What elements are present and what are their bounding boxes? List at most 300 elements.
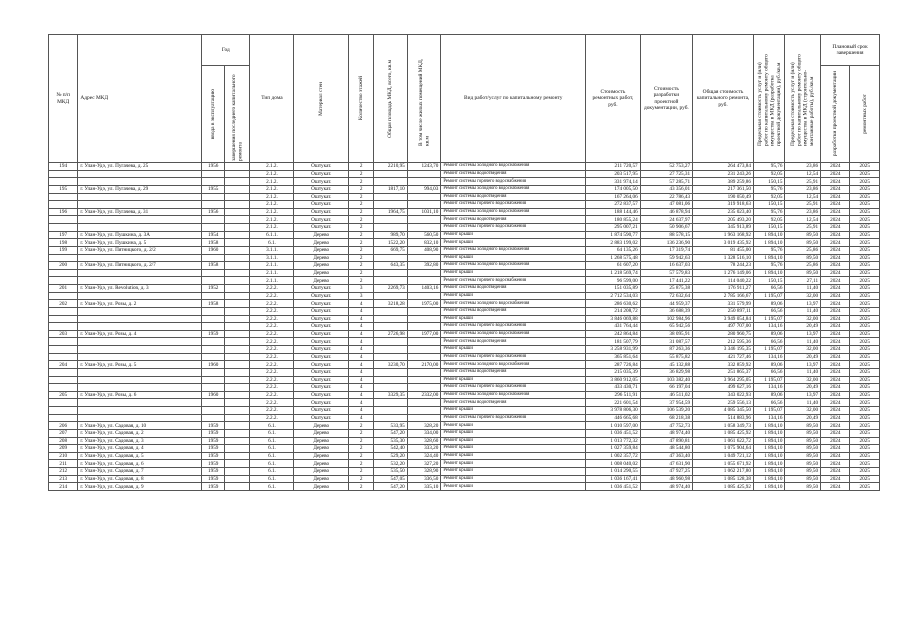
cell-num: 197 <box>49 231 78 239</box>
cell-la: 327,20 <box>407 460 441 468</box>
header-year-built: ввода в эксплуатацию <box>202 66 225 163</box>
cell-addr: г. Улан-Удэ, ул. Садовая, д. 5 <box>78 452 202 460</box>
cell-u2: 20,49 <box>785 323 821 331</box>
cell-type: 2.1.2. <box>250 201 294 209</box>
cell-yo <box>225 285 250 293</box>
cell-mat: Дерево <box>294 460 349 468</box>
cell-tc: 264 473,84 <box>693 163 754 171</box>
cell-yb: 1959 <box>202 422 225 430</box>
table-row <box>49 201 880 209</box>
cell-dc: 66 197,04 <box>640 384 692 392</box>
table-row <box>49 216 880 224</box>
cell-yo <box>225 201 250 209</box>
cell-u2: 25,91 <box>785 201 821 209</box>
table-row <box>49 269 880 277</box>
cell-dc: 46 878,94 <box>640 208 692 216</box>
cell-ta: 529,20 <box>374 452 408 460</box>
cell-yb: 1958 <box>202 239 225 247</box>
cell-mat: Дерево <box>294 475 349 483</box>
cell-rc: 203 517,95 <box>586 170 641 178</box>
cell-la: 994,03 <box>407 185 441 193</box>
cell-tc: 345 913,89 <box>693 224 754 232</box>
table-row <box>49 300 880 308</box>
cell-u2: 89,50 <box>785 437 821 445</box>
table-row <box>49 178 880 186</box>
cell-addr: г. Улан-Удэ, ул. Садовая, д. 10 <box>78 422 202 430</box>
cell-ta: 547,05 <box>374 475 408 483</box>
cell-p1: 2024 <box>821 246 850 254</box>
cell-mat: Оштукат. <box>294 292 349 300</box>
cell-fl: 4 <box>349 300 374 308</box>
cell-fl: 2 <box>349 422 374 430</box>
cell-p2: 2025 <box>850 368 880 376</box>
cell-u1: 1 894,10 <box>753 239 784 247</box>
cell-rc: 96 599,00 <box>586 277 641 285</box>
cell-addr: г. Улан-Удэ, ул. Садовая, д. 8 <box>78 475 202 483</box>
cell-num <box>49 292 78 300</box>
cell-la: 334,00 <box>407 429 441 437</box>
cell-yo <box>225 368 250 376</box>
header-planned-period: Плановый срок завершения <box>821 35 880 66</box>
cell-p2: 2025 <box>850 338 880 346</box>
cell-mat: Дерево <box>294 437 349 445</box>
cell-yo <box>225 391 250 399</box>
cell-p2: 2025 <box>850 445 880 453</box>
cell-dc: 57 285,71 <box>640 178 692 186</box>
cell-addr <box>78 346 202 354</box>
cell-work: Ремонт системы холодного водоснабжения <box>441 262 586 270</box>
cell-num <box>49 254 78 262</box>
cell-p1: 2024 <box>821 231 850 239</box>
cell-fl: 2 <box>349 262 374 270</box>
cell-fl: 4 <box>349 368 374 376</box>
cell-mat: Оштукат. <box>294 407 349 415</box>
cell-p1: 2024 <box>821 483 850 491</box>
table-row <box>49 231 880 239</box>
cell-tc: 1 085 425,92 <box>693 429 754 437</box>
cell-work: Ремонт системы холодного водоснабжения <box>441 246 586 254</box>
cell-rc: 3 860 912,05 <box>586 376 641 384</box>
cell-tc: 250 897,11 <box>693 307 754 315</box>
cell-addr: г. Улан-Удэ, ул. Садовая, д. 4 <box>78 445 202 453</box>
cell-fl: 4 <box>349 407 374 415</box>
cell-addr: г. Улан-Удэ, ул. Пугачева, д. 29 <box>78 185 202 193</box>
cell-dc: 44 959,37 <box>640 300 692 308</box>
cell-rc: 431 764,44 <box>586 323 641 331</box>
cell-work: Ремонт крыши <box>441 483 586 491</box>
cell-yb: 1956 <box>202 208 225 216</box>
cell-rc: 214 208,72 <box>586 307 641 315</box>
cell-num <box>49 224 78 232</box>
cell-type: 2.2.2. <box>250 338 294 346</box>
cell-u1: 134,16 <box>753 384 784 392</box>
cell-yb <box>202 384 225 392</box>
cell-yo <box>225 231 250 239</box>
cell-u1: 1 894,10 <box>753 468 784 476</box>
table-row <box>49 475 880 483</box>
cell-work: Ремонт системы холодного водоснабжения <box>441 163 586 171</box>
cell-p2: 2025 <box>850 254 880 262</box>
table-row <box>49 414 880 422</box>
header-work-type: Вид работ/услуг по капитальному ремонту <box>441 35 586 163</box>
cell-fl: 4 <box>349 384 374 392</box>
header-design-cost: Стоимость разработки проектной документации, руб. <box>640 35 692 163</box>
cell-la <box>407 254 441 262</box>
cell-ta <box>374 269 408 277</box>
cell-p1: 2024 <box>821 346 850 354</box>
cell-work: Ремонт системы водоотведения <box>441 338 586 346</box>
cell-ta <box>374 170 408 178</box>
cell-fl: 4 <box>349 399 374 407</box>
cell-rc: 180 855,24 <box>586 216 641 224</box>
cell-dc: 136 236,90 <box>640 239 692 247</box>
cell-p2: 2025 <box>850 300 880 308</box>
cell-yb <box>202 399 225 407</box>
cell-tc: 2 785 166,67 <box>693 292 754 300</box>
cell-tc: 331 579,99 <box>693 300 754 308</box>
cell-num: 195 <box>49 185 78 193</box>
cell-dc: 38 095,91 <box>640 330 692 338</box>
cell-addr <box>78 384 202 392</box>
cell-fl: 2 <box>349 224 374 232</box>
table-row <box>49 452 880 460</box>
cell-dc: 47 631,90 <box>640 460 692 468</box>
cell-fl: 2 <box>349 269 374 277</box>
cell-num <box>49 338 78 346</box>
cell-p1: 2024 <box>821 224 850 232</box>
cell-yb: 1952 <box>202 285 225 293</box>
cell-p1: 2024 <box>821 254 850 262</box>
cell-num: 204 <box>49 361 78 369</box>
cell-dc: 65 942,56 <box>640 323 692 331</box>
table-row <box>49 285 880 293</box>
cell-work: Ремонт системы горячего водоснабжения <box>441 178 586 186</box>
cell-mat: Оштукат. <box>294 414 349 422</box>
cell-yo <box>225 216 250 224</box>
cell-yo <box>225 475 250 483</box>
table-row <box>49 429 880 437</box>
cell-yb: 1958 <box>202 262 225 270</box>
cell-num <box>49 323 78 331</box>
cell-u2: 11,40 <box>785 399 821 407</box>
cell-work: Ремонт крыши <box>441 407 586 415</box>
cell-u2: 89,50 <box>785 445 821 453</box>
cell-ta <box>374 315 408 323</box>
cell-u1: 1 894,10 <box>753 422 784 430</box>
cell-tc: 514 883,96 <box>693 414 754 422</box>
cell-yb <box>202 346 225 354</box>
cell-la: 328,20 <box>407 422 441 430</box>
cell-la: 2332,00 <box>407 391 441 399</box>
cell-ta <box>374 399 408 407</box>
cell-rc: 1 013 772,32 <box>586 437 641 445</box>
cell-u1: 66,56 <box>753 368 784 376</box>
cell-mat: Дерево <box>294 445 349 453</box>
cell-p1: 2024 <box>821 315 850 323</box>
cell-mat: Оштукат. <box>294 208 349 216</box>
cell-u1: 95,76 <box>753 262 784 270</box>
cell-tc: 205 493,20 <box>693 216 754 224</box>
cell-fl: 4 <box>349 338 374 346</box>
cell-p2: 2025 <box>850 170 880 178</box>
cell-addr <box>78 224 202 232</box>
cell-num <box>49 170 78 178</box>
cell-mat: Оштукат. <box>294 399 349 407</box>
cell-work: Ремонт системы водоотведения <box>441 285 586 293</box>
cell-yo <box>225 483 250 491</box>
cell-tc: 114 040,22 <box>693 277 754 285</box>
cell-p2: 2025 <box>850 269 880 277</box>
cell-u2: 27,11 <box>785 277 821 285</box>
cell-work: Ремонт системы горячего водоснабжения <box>441 384 586 392</box>
cell-type: 2.2.2. <box>250 414 294 422</box>
cell-num <box>49 368 78 376</box>
cell-yo <box>225 224 250 232</box>
cell-yb <box>202 224 225 232</box>
cell-ta <box>374 323 408 331</box>
cell-la <box>407 338 441 346</box>
cell-ta: 3218,28 <box>374 300 408 308</box>
cell-tc: 259 556,13 <box>693 399 754 407</box>
cell-tc: 235 023,40 <box>693 208 754 216</box>
cell-p2: 2025 <box>850 246 880 254</box>
cell-type: 2.1.1. <box>250 269 294 277</box>
table-row <box>49 407 880 415</box>
cell-type: 6.1. <box>250 468 294 476</box>
cell-yo <box>225 208 250 216</box>
cell-u1: 1 195,07 <box>753 315 784 323</box>
header-year: Год <box>202 35 250 66</box>
cell-type: 2.2.2. <box>250 346 294 354</box>
cell-u2: 20,49 <box>785 384 821 392</box>
cell-ta: 542,40 <box>374 445 408 453</box>
cell-fl: 2 <box>349 239 374 247</box>
cell-dc: 48 960,98 <box>640 475 692 483</box>
table-row <box>49 483 880 491</box>
cell-work: Ремонт системы горячего водоснабжения <box>441 353 586 361</box>
cell-yb: 1960 <box>202 361 225 369</box>
cell-ta: 535,50 <box>374 468 408 476</box>
cell-u2: 25,91 <box>785 224 821 232</box>
cell-work: Ремонт крыши <box>441 239 586 247</box>
cell-la: 392,80 <box>407 262 441 270</box>
cell-p2: 2025 <box>850 231 880 239</box>
cell-addr: г. Улан-Удэ, ул. Садовая, д. 6 <box>78 460 202 468</box>
cell-la <box>407 193 441 201</box>
header-total-cost: Общая стоимость капитального ремонта, руб. <box>693 35 754 163</box>
header-year-overhaul: завершения последнего капитального ремонта <box>225 66 250 163</box>
cell-work: Ремонт системы водоотведения <box>441 307 586 315</box>
table-row <box>49 315 880 323</box>
cell-u1: 150,15 <box>753 178 784 186</box>
cell-addr <box>78 399 202 407</box>
cell-dc: 36 688,39 <box>640 307 692 315</box>
cell-rc: 61 607,20 <box>586 262 641 270</box>
document-page <box>48 34 880 491</box>
cell-fl: 2 <box>349 475 374 483</box>
cell-ta: 532,20 <box>374 460 408 468</box>
cell-rc: 1 036 167,41 <box>586 475 641 483</box>
cell-ta: 1817,10 <box>374 185 408 193</box>
table-row <box>49 277 880 285</box>
cell-num: 210 <box>49 452 78 460</box>
cell-la <box>407 277 441 285</box>
cell-work: Ремонт системы водоотведения <box>441 368 586 376</box>
cell-u2: 89,50 <box>785 422 821 430</box>
cell-type: 6.1. <box>250 239 294 247</box>
cell-p2: 2025 <box>850 346 880 354</box>
cell-la: 335,10 <box>407 483 441 491</box>
cell-p2: 2025 <box>850 399 880 407</box>
cell-u2: 89,50 <box>785 483 821 491</box>
cell-rc: 1 218 569,74 <box>586 269 641 277</box>
cell-yo <box>225 468 250 476</box>
cell-p1: 2024 <box>821 468 850 476</box>
cell-la <box>407 414 441 422</box>
cell-ta <box>374 201 408 209</box>
cell-la: 408,90 <box>407 246 441 254</box>
cell-yb <box>202 353 225 361</box>
cell-dc: 47 890,81 <box>640 437 692 445</box>
cell-yo <box>225 178 250 186</box>
cell-fl: 2 <box>349 193 374 201</box>
cell-yb <box>202 201 225 209</box>
cell-p1: 2024 <box>821 475 850 483</box>
cell-mat: Оштукат. <box>294 163 349 171</box>
cell-la: 328,90 <box>407 468 441 476</box>
cell-la: 832,10 <box>407 239 441 247</box>
header-max-unit-cost-design: Предельная стоимость услуг и (или) работ по капитальному ремонту общего имущества в МКД (разработка проектной документации), руб./кв.м <box>753 35 784 163</box>
table-row <box>49 163 880 171</box>
cell-p1: 2024 <box>821 216 850 224</box>
cell-rc: 2 883 199,02 <box>586 239 641 247</box>
cell-u2: 32,00 <box>785 346 821 354</box>
cell-yo <box>225 246 250 254</box>
cell-work: Ремонт крыши <box>441 422 586 430</box>
cell-fl: 3 <box>349 292 374 300</box>
table-row <box>49 185 880 193</box>
cell-mat: Оштукат. <box>294 193 349 201</box>
cell-u1: 1 894,10 <box>753 483 784 491</box>
cell-mat: Оштукат. <box>294 384 349 392</box>
cell-la <box>407 307 441 315</box>
cell-mat: Оштукат. <box>294 201 349 209</box>
cell-num <box>49 193 78 201</box>
cell-mat: Дерево <box>294 254 349 262</box>
cell-type: 6.1. <box>250 460 294 468</box>
cell-fl: 2 <box>349 277 374 285</box>
cell-u1: 150,15 <box>753 201 784 209</box>
cell-yo <box>225 170 250 178</box>
cell-u2: 89,50 <box>785 460 821 468</box>
cell-mat: Оштукат. <box>294 376 349 384</box>
cell-tc: 4 085 345,50 <box>693 407 754 415</box>
cell-p2: 2025 <box>850 285 880 293</box>
cell-p2: 2025 <box>850 414 880 422</box>
cell-u1: 1 894,10 <box>753 452 784 460</box>
cell-work: Ремонт системы холодного водоснабжения <box>441 391 586 399</box>
cell-tc: 176 911,27 <box>693 285 754 293</box>
table-row <box>49 246 880 254</box>
cell-fl: 4 <box>349 361 374 369</box>
cell-mat: Дерево <box>294 262 349 270</box>
cell-p1: 2024 <box>821 452 850 460</box>
table-row <box>49 353 880 361</box>
cell-dc: 102 984,96 <box>640 315 692 323</box>
cell-p2: 2025 <box>850 429 880 437</box>
cell-p1: 2024 <box>821 376 850 384</box>
cell-p2: 2025 <box>850 307 880 315</box>
table-row <box>49 368 880 376</box>
cell-addr: г. Улан-Удэ, ул. Пугачева, д. 31 <box>78 208 202 216</box>
cell-yb: 1959 <box>202 429 225 437</box>
cell-la: 2170,00 <box>407 361 441 369</box>
cell-p1: 2024 <box>821 307 850 315</box>
cell-rc: 272 837,57 <box>586 201 641 209</box>
header-planned-works: ремонтных работ <box>850 66 880 163</box>
cell-ta <box>374 178 408 186</box>
cell-la: 333,20 <box>407 445 441 453</box>
cell-type: 2.2.2. <box>250 285 294 293</box>
header-total-area: Общая площадь МКД, всего, кв.м <box>374 35 408 163</box>
cell-la: 560,50 <box>407 231 441 239</box>
cell-fl: 2 <box>349 208 374 216</box>
cell-u1: 134,16 <box>753 353 784 361</box>
cell-addr <box>78 269 202 277</box>
cell-yb: 1958 <box>202 300 225 308</box>
cell-tc: 3 346 195,35 <box>693 346 754 354</box>
cell-rc: 188 144,46 <box>586 208 641 216</box>
cell-u2: 25,91 <box>785 178 821 186</box>
cell-num <box>49 399 78 407</box>
cell-dc: 88 578,15 <box>640 231 692 239</box>
table-row <box>49 376 880 384</box>
cell-type: 2.2.2. <box>250 307 294 315</box>
cell-u2: 13,97 <box>785 361 821 369</box>
cell-rc: 215 035,39 <box>586 368 641 376</box>
table-row <box>49 338 880 346</box>
cell-p2: 2025 <box>850 224 880 232</box>
cell-type: 2.2.2. <box>250 315 294 323</box>
cell-u2: 11,40 <box>785 285 821 293</box>
cell-mat: Дерево <box>294 468 349 476</box>
cell-tc: 217 361,50 <box>693 185 754 193</box>
cell-mat: Дерево <box>294 231 349 239</box>
cell-u2: 13,97 <box>785 300 821 308</box>
cell-rc: 221 601,54 <box>586 399 641 407</box>
cell-u2: 25,86 <box>785 262 821 270</box>
cell-tc: 1 055 671,92 <box>693 460 754 468</box>
table-row <box>49 445 880 453</box>
header-living-area: В том числе жилых помещений МКД, кв.м <box>407 35 441 163</box>
cell-type: 6.1. <box>250 422 294 430</box>
cell-p2: 2025 <box>850 323 880 331</box>
cell-addr <box>78 323 202 331</box>
cell-rc: 331 974,14 <box>586 178 641 186</box>
cell-p2: 2025 <box>850 361 880 369</box>
cell-fl: 4 <box>349 376 374 384</box>
table-row <box>49 170 880 178</box>
table-row <box>49 384 880 392</box>
cell-p1: 2024 <box>821 170 850 178</box>
cell-mat: Оштукат. <box>294 216 349 224</box>
cell-la <box>407 292 441 300</box>
cell-u1: 1 894,10 <box>753 437 784 445</box>
cell-p1: 2024 <box>821 429 850 437</box>
cell-p2: 2025 <box>850 384 880 392</box>
cell-mat: Оштукат. <box>294 307 349 315</box>
cell-u1: 1 894,10 <box>753 254 784 262</box>
